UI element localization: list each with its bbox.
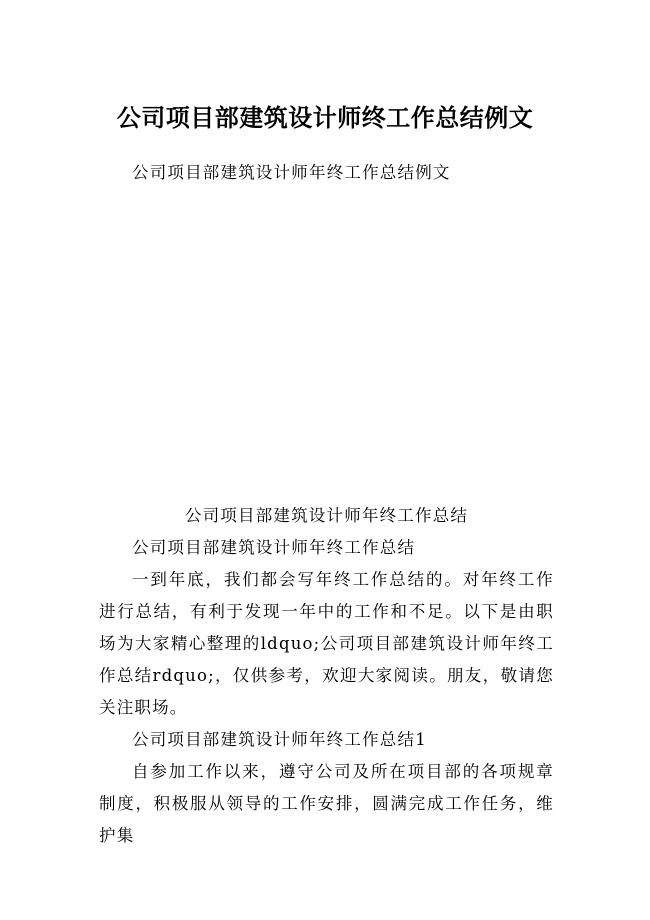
intro-heading: 公司项目部建筑设计师年终工作总结	[132, 538, 416, 557]
intro-paragraph: 一到年底，我们都会写年终工作总结的。对年终工作进行总结，有利于发现一年中的工作和不足。以下是由职场为大家精心整理的ldquo;公司项目部建筑设计师年终工作总结rdquo;，仅供参考，欢迎大家阅读。朋友，敬请您关注职场。	[99, 570, 554, 717]
document-title: 公司项目部建筑设计师终工作总结例文	[116, 104, 534, 132]
document-body	[99, 500, 554, 852]
document-subtitle: 公司项目部建筑设计师年终工作总结例文	[132, 163, 451, 182]
part1-heading: 公司项目部建筑设计师年终工作总结1	[132, 730, 427, 749]
part1-paragraph: 自参加工作以来，遵守公司及所在项目部的各项规章制度，积极服从领导的工作安排，圆满完成工作任务，维护集	[99, 762, 554, 845]
section-heading: 公司项目部建筑设计师年终工作总结	[184, 506, 469, 525]
